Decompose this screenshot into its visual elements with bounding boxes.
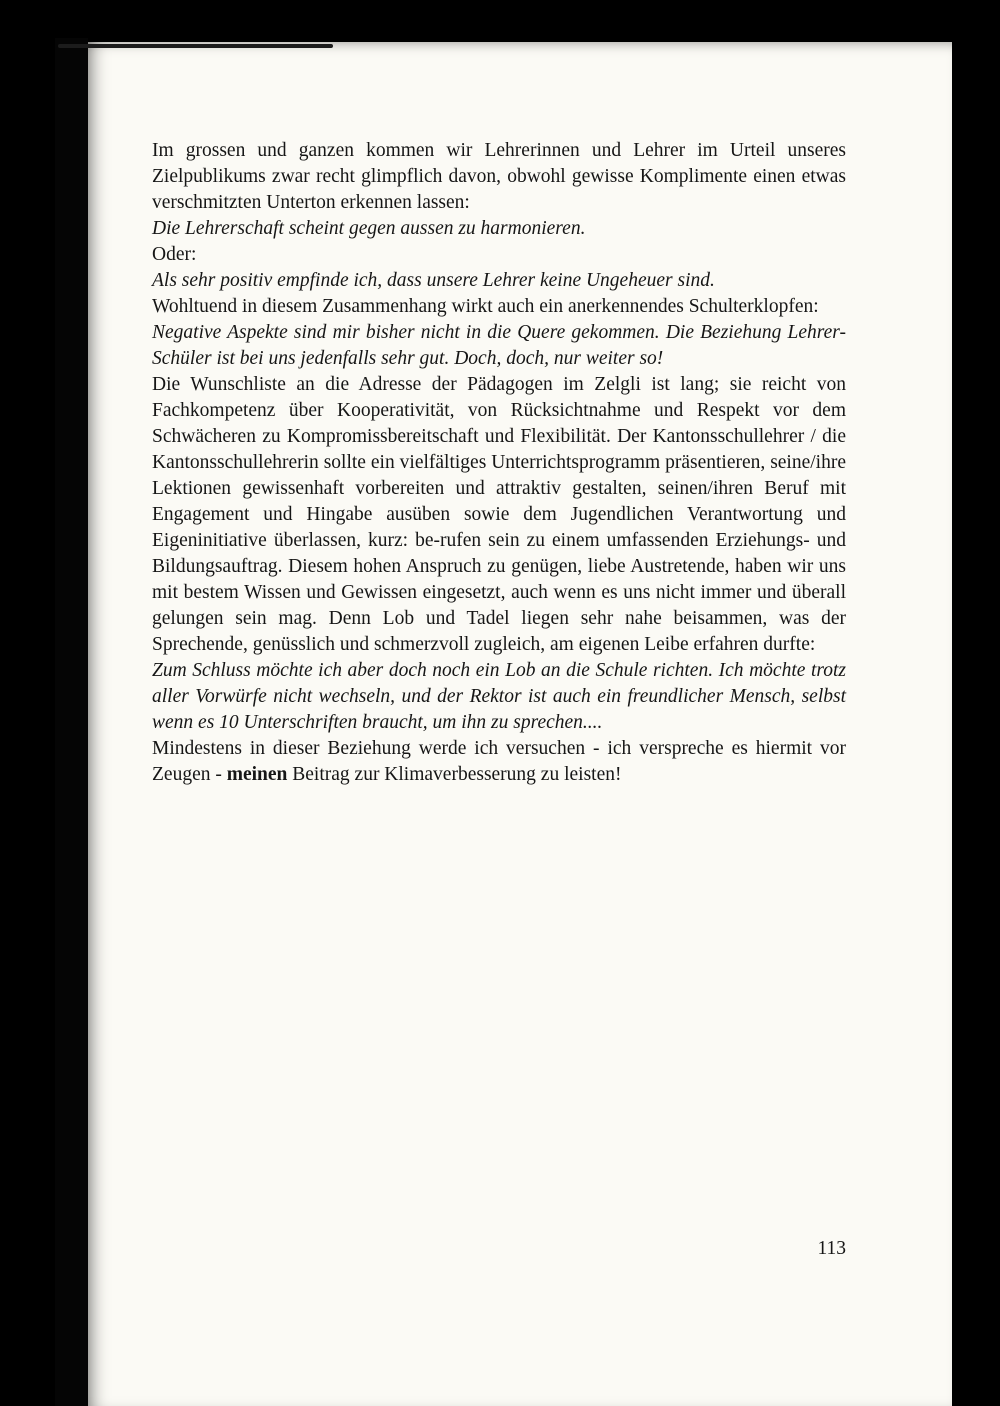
paragraph: Als sehr positiv empfinde ich, dass unsere Lehrer keine Ungeheuer sind. xyxy=(152,270,715,291)
paragraph: Die Lehrerschaft scheint gegen aussen zu harmonieren. xyxy=(152,218,586,239)
paragraph: Die Wunschliste an die Adresse der Pädagogen im Zelgli ist lang; sie reicht von Fachkompetenz über Kooperativität, von Rücksichtnahme und Respekt vor dem Schwächeren zu Kompromissbereitschaft und Flexibilität. Der Kantonsschullehrer / die Kantonsschullehrerin sollte ein vielfältiges Unterrichtsprogramm präsentieren, seine/ihre Lektionen gewissenhaft vorbereiten und attraktiv gestalten, seinen/ihren Beruf mit Engagement und Hingabe ausüben sowie dem Jugendlichen Verantwortung und Eigeninitiative überlassen, kurz: be-rufen sein zu einem umfassenden Erziehungs- und Bildungsauftrag. Diesem hohen Anspruch zu genügen, liebe Austretende, haben wir uns mit bestem Wissen und Gewissen eingesetzt, auch wenn es uns nicht immer und überall gelungen sein mag. Denn Lob und Tadel liegen sehr nahe beisammen, was der Sprechende, genüsslich und schmerzvoll zugleich, am eigenen Leibe erfahren durfte: xyxy=(152,374,846,655)
book-page xyxy=(88,42,952,1406)
page-number: 113 xyxy=(817,1238,846,1259)
paragraph: Im grossen und ganzen kommen wir Lehrerinnen und Lehrer im Urteil unseres Zielpublikums zwar recht glimpflich davon, obwohl gewisse Komplimente einen etwas verschmitzten Unterton erkennen lassen: xyxy=(152,140,846,213)
paragraph: Oder: xyxy=(152,244,197,265)
scan-edge-artifact xyxy=(58,44,333,48)
book-binding-shadow xyxy=(55,0,88,1406)
paragraph: Negative Aspekte sind mir bisher nicht in die Quere gekommen. Die Beziehung Lehrer-Schüler ist bei uns jedenfalls sehr gut. Doch, doch, nur weiter so! xyxy=(152,322,846,369)
paragraph: Wohltuend in diesem Zusammenhang wirkt auch ein anerkennendes Schulterklopfen: xyxy=(152,296,819,317)
bold-text: meinen xyxy=(226,764,288,785)
scan-corner-artifact xyxy=(36,0,96,38)
page-text xyxy=(152,138,846,788)
paragraph: Mindestens in dieser Beziehung werde ich versuchen - ich verspreche es hiermit vor Zeugen - meinen Beitrag zur Klimaverbesserung zu leisten! xyxy=(152,738,846,785)
paragraph: Zum Schluss möchte ich aber doch noch ein Lob an die Schule richten. Ich möchte trotz aller Vorwürfe nicht wechseln, und der Rektor ist auch ein freundlicher Mensch, selbst wenn es 10 Unterschriften braucht, um ihn zu sprechen.... xyxy=(152,660,846,733)
